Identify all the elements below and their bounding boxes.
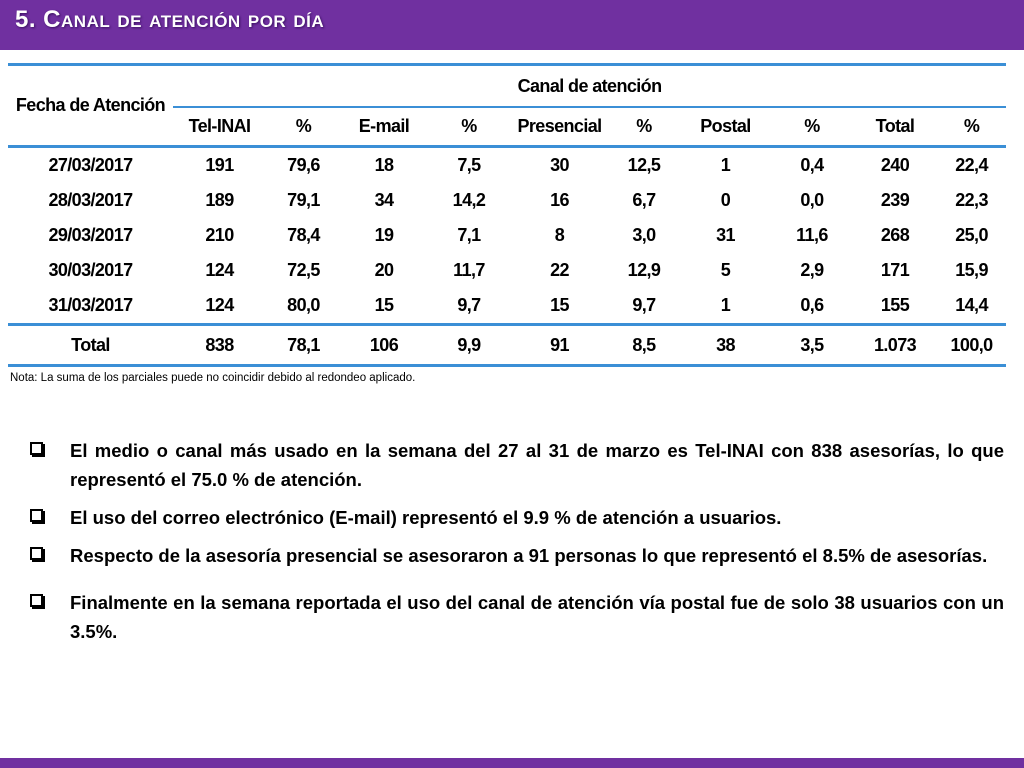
cell-tel-inai: 124 [205, 295, 234, 315]
checkbox-bullet-icon [30, 442, 43, 455]
cell-total-pct: 15,9 [955, 260, 988, 280]
attendance-table [8, 63, 1006, 367]
total-row [8, 325, 1006, 366]
total-email: 106 [341, 325, 427, 366]
cell-email-pct: 14,2 [452, 190, 486, 210]
bullet-text: El uso del correo electrónico (E-mail) representó el 9.9 % de atención a usuarios. [70, 507, 782, 528]
cell-presencial: 22 [550, 260, 569, 280]
cell-postal: 1 [720, 155, 731, 175]
table-row [8, 288, 1006, 325]
bullet-item [30, 541, 1004, 570]
col-header-tel-inai: Tel-INAI [173, 107, 266, 147]
cell-postal-pct: 11,6 [796, 225, 828, 245]
bullet-list [30, 436, 1004, 646]
cell-tel-inai-pct: 79,6 [287, 155, 320, 175]
cell-postal: 1 [720, 295, 731, 315]
cell-presencial: 8 [554, 225, 565, 245]
checkbox-bullet-icon [30, 594, 43, 607]
total-presencial-pct: 8,5 [608, 325, 680, 366]
row-date: 28/03/2017 [48, 190, 133, 210]
col-header-total-pct: % [937, 107, 1006, 147]
bullet-item [30, 436, 1004, 494]
cell-presencial: 30 [550, 155, 569, 175]
cell-presencial-pct: 3,0 [632, 225, 656, 245]
col-header-total: Total [853, 107, 937, 147]
attendance-table-container [8, 63, 1006, 367]
cell-email: 15 [374, 295, 394, 315]
cell-total: 240 [880, 155, 910, 175]
total-email-pct: 9,9 [427, 325, 511, 366]
cell-tel-inai-pct: 78,4 [287, 225, 320, 245]
bullet-text: Finalmente en la semana reportada el uso del canal de atención vía postal fue de solo 38 usuarios con un 3.5%. [70, 592, 1004, 642]
cell-postal: 5 [720, 260, 731, 280]
cell-postal-pct: 2,9 [800, 260, 824, 280]
cell-tel-inai: 191 [205, 155, 234, 175]
cell-total: 171 [880, 260, 910, 280]
cell-tel-inai: 124 [205, 260, 234, 280]
row-date: 27/03/2017 [48, 155, 133, 175]
cell-postal: 0 [720, 190, 731, 210]
table-row [8, 147, 1006, 184]
total-tel-inai-pct: 78,1 [266, 325, 341, 366]
cell-total: 239 [880, 190, 910, 210]
cell-tel-inai-pct: 72,5 [287, 260, 320, 280]
row-date: 31/03/2017 [48, 295, 133, 315]
title-bar [0, 0, 1024, 50]
cell-email-pct: 7,5 [457, 155, 481, 175]
slide-title: 5. Canal de atención por día [15, 6, 325, 33]
cell-presencial-pct: 12,9 [627, 260, 661, 280]
row-date: 30/03/2017 [48, 260, 133, 280]
checkbox-bullet-icon [30, 547, 43, 560]
cell-email: 18 [374, 155, 394, 175]
table-row [8, 253, 1006, 288]
cell-email-pct: 9,7 [457, 295, 481, 315]
cell-email-pct: 11,7 [453, 260, 485, 280]
canal-header: Canal de atención [173, 65, 1006, 108]
total-postal: 38 [680, 325, 771, 366]
cell-presencial-pct: 6,7 [632, 190, 656, 210]
col-header-tel-inai-pct: % [266, 107, 341, 147]
cell-total-pct: 14,4 [955, 295, 988, 315]
table-row [8, 218, 1006, 253]
footer-bar [0, 758, 1024, 768]
bullet-text: Respecto de la asesoría presencial se asesoraron a 91 personas lo que representó el 8.5% de asesorías. [70, 545, 988, 566]
col-header-presencial-pct: % [608, 107, 680, 147]
bullet-item [30, 588, 1004, 646]
col-header-postal-pct: % [771, 107, 853, 147]
total-postal-pct: 3,5 [771, 325, 853, 366]
cell-presencial: 16 [550, 190, 569, 210]
cell-postal-pct: 0,6 [800, 295, 824, 315]
total-total: 1.073 [853, 325, 937, 366]
col-header-email-pct: % [427, 107, 511, 147]
table-note: Nota: La suma de los parciales puede no coincidir debido al redondeo aplicado. [10, 372, 416, 384]
header-row-top [8, 65, 1006, 108]
cell-email-pct: 7,1 [457, 225, 481, 245]
fecha-header: Fecha de Atención [8, 65, 173, 147]
col-header-postal: Postal [680, 107, 771, 147]
row-date: 29/03/2017 [48, 225, 133, 245]
cell-total-pct: 25,0 [955, 225, 988, 245]
bullet-item [30, 503, 1004, 532]
total-presencial: 91 [511, 325, 608, 366]
col-header-email: E-mail [341, 107, 427, 147]
col-header-presencial: Presencial [511, 107, 608, 147]
cell-total: 155 [880, 295, 910, 315]
cell-postal-pct: 0,4 [800, 155, 824, 175]
total-tel-inai: 838 [173, 325, 266, 366]
cell-email: 34 [374, 190, 394, 210]
cell-tel-inai: 210 [205, 225, 234, 245]
bullet-text: El medio o canal más usado en la semana del 27 al 31 de marzo es Tel-INAI con 838 asesorías, lo que representó el 75.0 % de atención. [70, 440, 1004, 490]
total-total-pct: 100,0 [937, 325, 1006, 366]
cell-tel-inai: 189 [205, 190, 234, 210]
cell-total-pct: 22,3 [955, 190, 988, 210]
cell-postal: 31 [716, 225, 735, 245]
cell-tel-inai-pct: 79,1 [287, 190, 320, 210]
cell-total: 268 [880, 225, 910, 245]
cell-email: 20 [374, 260, 394, 280]
cell-presencial: 15 [550, 295, 569, 315]
cell-total-pct: 22,4 [955, 155, 988, 175]
cell-email: 19 [374, 225, 394, 245]
total-label: Total [8, 325, 173, 366]
cell-presencial-pct: 9,7 [632, 295, 656, 315]
cell-presencial-pct: 12,5 [627, 155, 661, 175]
cell-postal-pct: 0,0 [800, 190, 824, 210]
cell-tel-inai-pct: 80,0 [287, 295, 320, 315]
checkbox-bullet-icon [30, 509, 43, 522]
table-row [8, 183, 1006, 218]
